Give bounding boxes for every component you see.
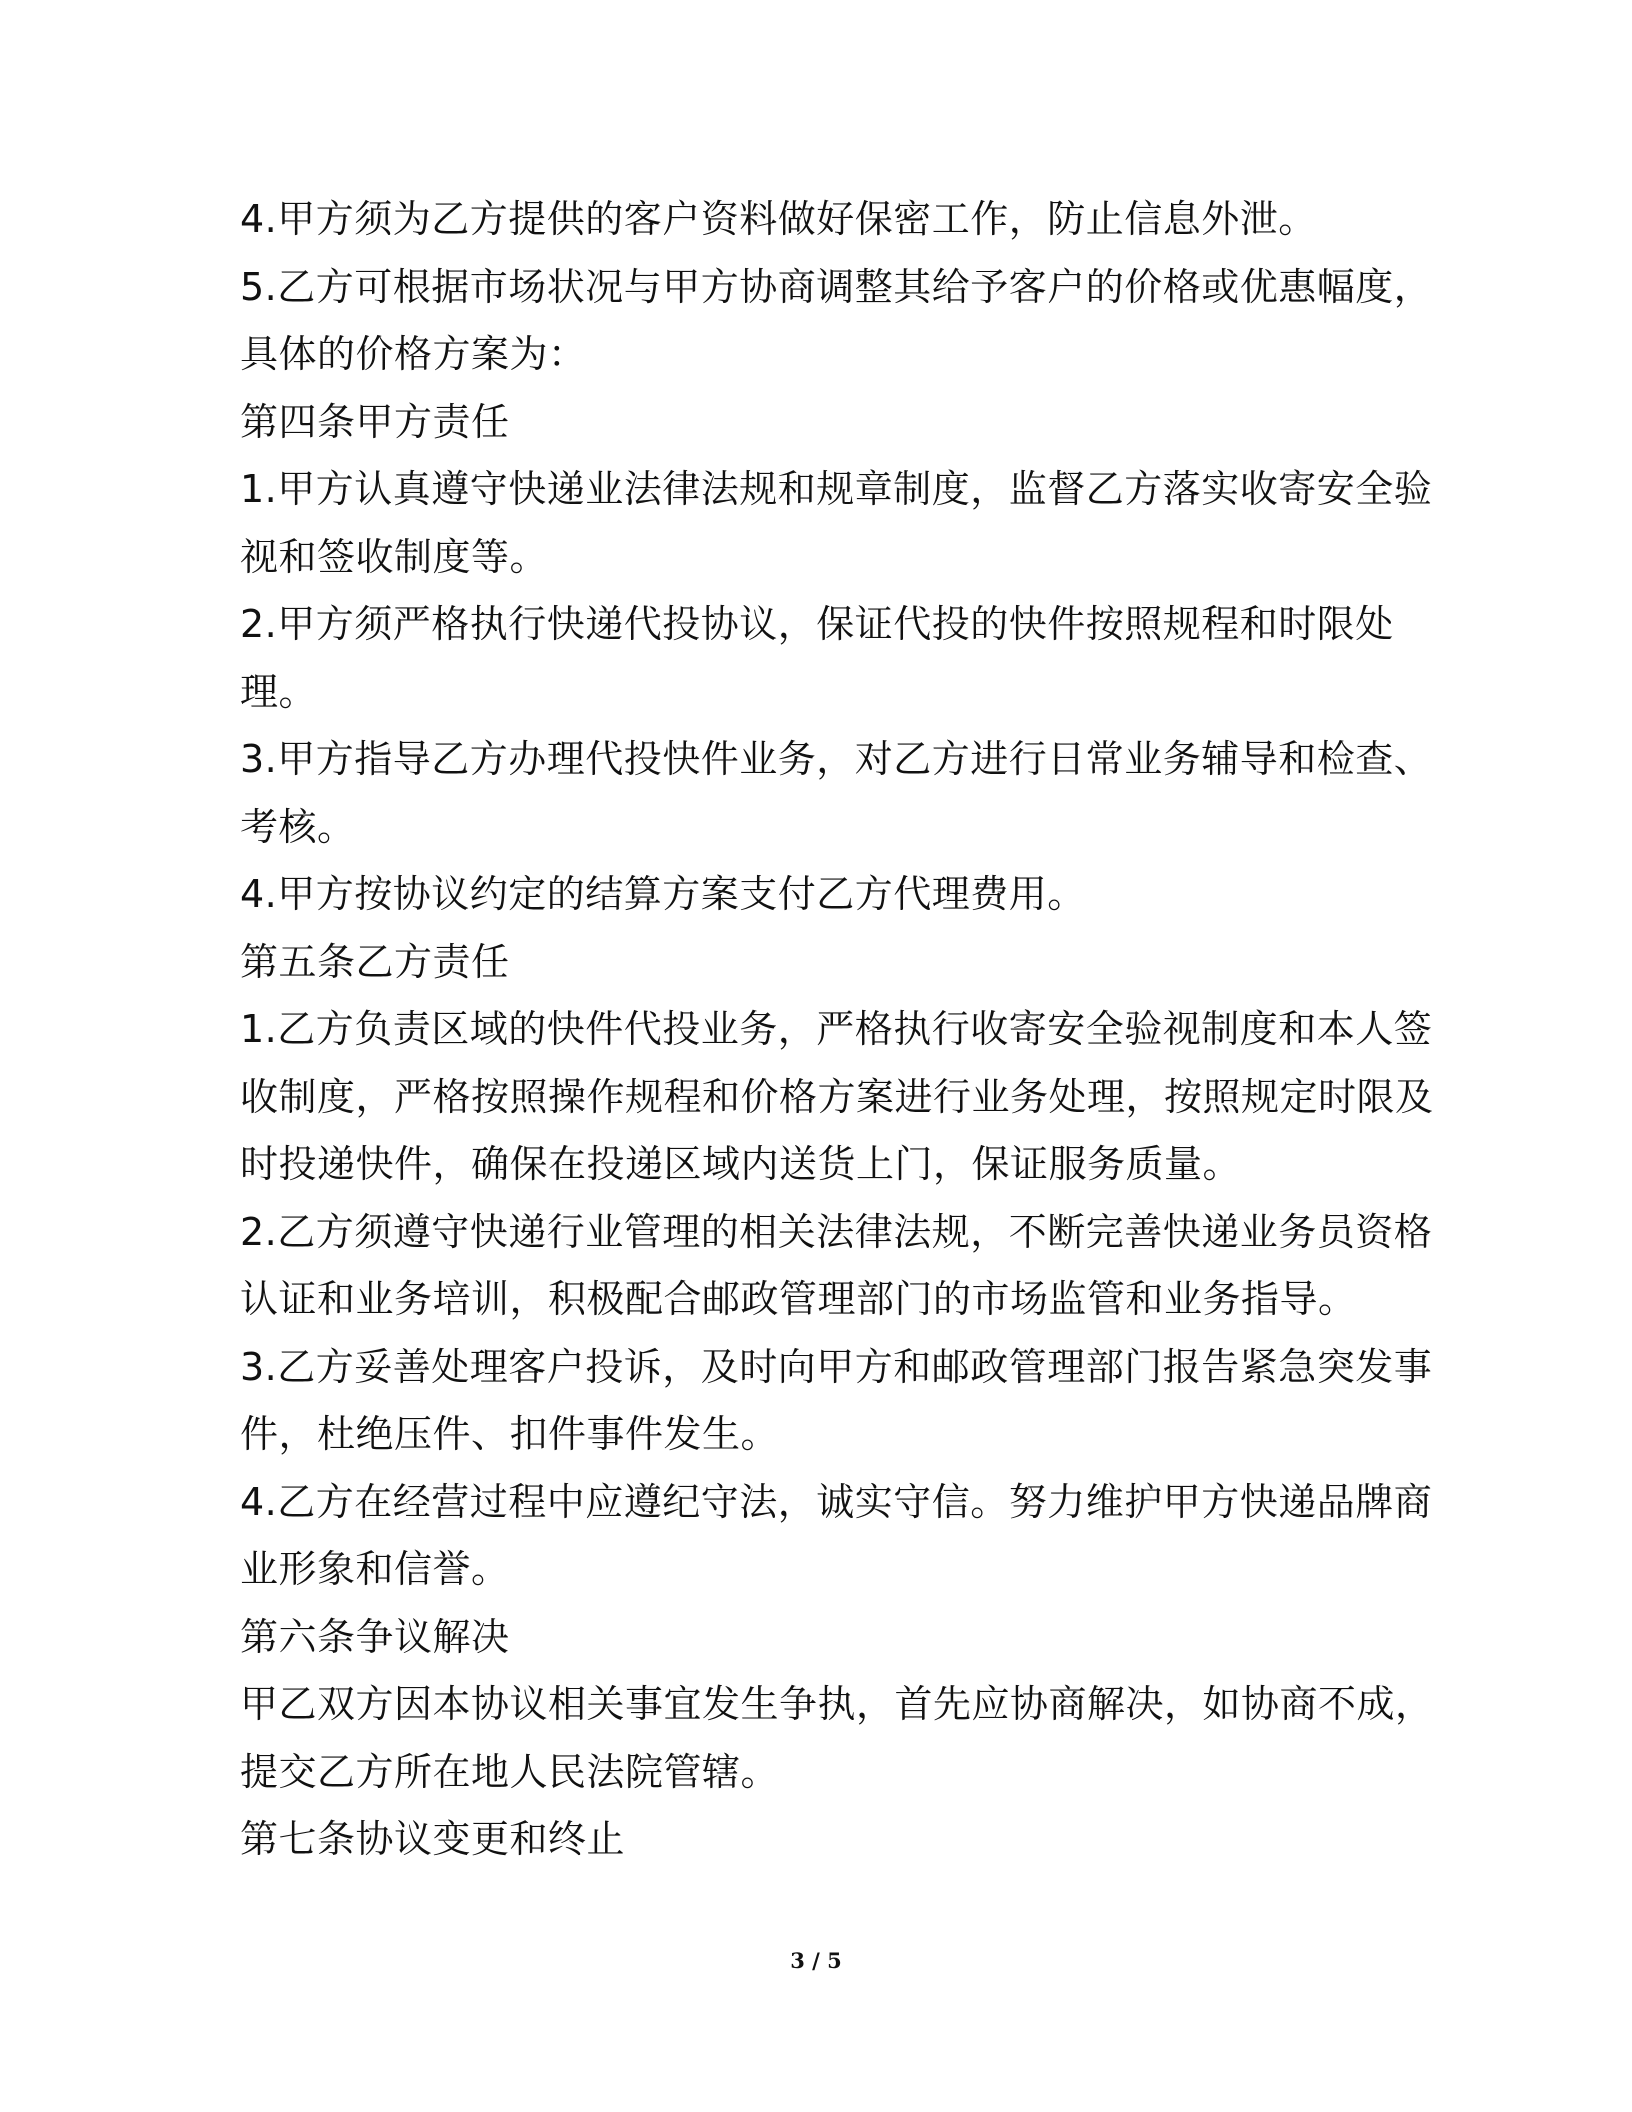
text-line: 1.乙方负责区域的快件代投业务，严格执行收寄安全验视制度和本人签 <box>240 1007 1433 1051</box>
text-line: 4.甲方须为乙方提供的客户资料做好保密工作，防止信息外泄。 <box>240 197 1317 241</box>
text-line: 视和签收制度等。 <box>240 534 549 579</box>
text-line: 理。 <box>240 669 318 714</box>
text-line: 3.乙方妥善处理客户投诉，及时向甲方和邮政管理部门报告紧急突发事 <box>240 1344 1433 1389</box>
text-line: 3.甲方指导乙方办理代投快件业务，对乙方进行日常业务辅导和检查、 <box>240 737 1433 781</box>
text-line: 业形象和信誉。 <box>240 1547 510 1591</box>
section-heading: 第四条甲方责任 <box>240 399 510 444</box>
text-line: 4.甲方按协议约定的结算方案支付乙方代理费用。 <box>240 872 1086 916</box>
text-line: 2.乙方须遵守快递行业管理的相关法律法规，不断完善快递业务员资格 <box>240 1209 1433 1254</box>
text-line: 甲乙双方因本协议相关事宜发生争执，首先应协商解决，如协商不成， <box>240 1682 1434 1726</box>
text-line: 具体的价格方案为： <box>240 332 587 376</box>
section-heading: 第五条乙方责任 <box>240 939 510 984</box>
page-number: 3 / 5 <box>790 1948 842 1973</box>
text-line: 2.甲方须严格执行快递代投协议，保证代投的快件按照规程和时限处 <box>240 602 1394 646</box>
text-line: 时投递快件，确保在投递区域内送货上门，保证服务质量。 <box>240 1142 1242 1186</box>
section-heading: 第七条协议变更和终止 <box>240 1817 626 1861</box>
text-line: 考核。 <box>240 804 356 849</box>
document-body <box>240 186 1434 1874</box>
text-line: 5.乙方可根据市场状况与甲方协商调整其给予客户的价格或优惠幅度， <box>240 264 1433 309</box>
text-line: 1.甲方认真遵守快递业法律法规和规章制度，监督乙方落实收寄安全验 <box>240 467 1433 511</box>
text-line: 4.乙方在经营过程中应遵纪守法，诚实守信。努力维护甲方快递品牌商 <box>240 1479 1433 1524</box>
text-line: 件，杜绝压件、扣件事件发生。 <box>240 1412 780 1456</box>
text-line: 认证和业务培训，积极配合邮政管理部门的市场监管和业务指导。 <box>240 1277 1357 1321</box>
text-line: 收制度，严格按照操作规程和价格方案进行业务处理，按照规定时限及 <box>240 1074 1434 1119</box>
section-heading: 第六条争议解决 <box>240 1614 510 1659</box>
text-line: 提交乙方所在地人民法院管辖。 <box>240 1749 780 1794</box>
